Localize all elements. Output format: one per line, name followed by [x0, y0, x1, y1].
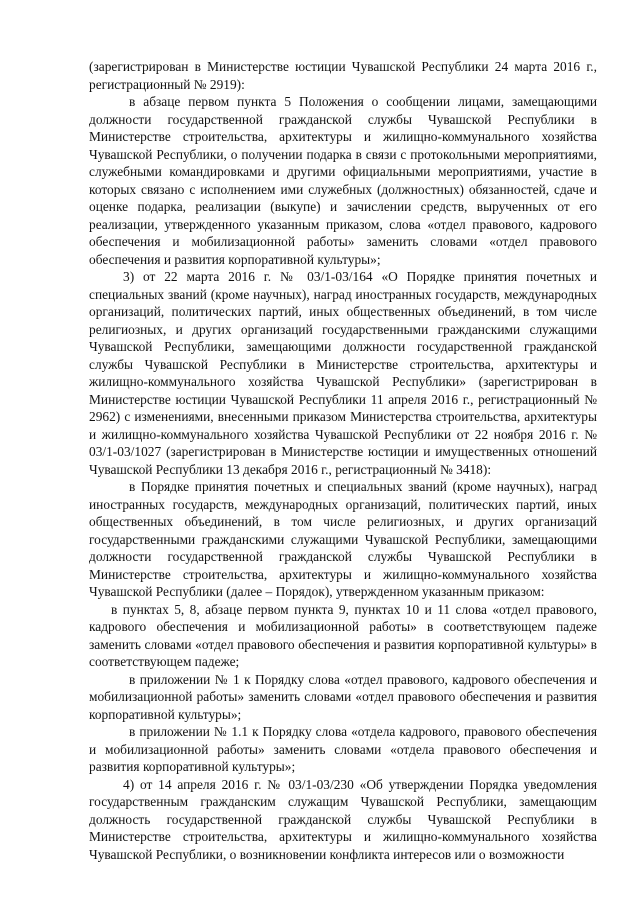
paragraph-item-4: 4) от 14 апреля 2016 г. № 03/1-03/230 «Об утверждении Порядка уведомления государственным гражданским служащим Чувашской Республики, замещающим должность государственной гражданской службы Чувашской Республики в Министерстве строительства, архитектуры и жилищно-коммунального хозяйства Чувашской Республики, о возникновении конфликта интересов или о возможности — [89, 776, 597, 862]
paragraph-appendix-1-1: в приложении № 1.1 к Порядку слова «отдела кадрового, правового обеспечения и мобилизационной работы» заменить словами «отдела правового обеспечения и развития корпоративной культуры»; — [89, 724, 597, 774]
document-page — [89, 58, 597, 863]
paragraph-appendix-1: в приложении № 1 к Порядку слова «отдел правового, кадрового обеспечения и мобилизационной работы» заменить словами «отдел правового обеспечения и развития корпоративной культуры»; — [89, 671, 597, 722]
paragraph-registration-note: (зарегистрирован в Министерстве юстиции Чувашской Республики 24 марта 2016 г., регистрационный № 2919): — [89, 59, 597, 92]
paragraph-points-amendment: в пунктах 5, 8, абзаце первом пункта 9, пунктах 10 и 11 слова «отдел правового, кадрового обеспечения и мобилизационной работы» в соответствующем падеже заменить словами «отдел правового обеспечения и развития корпоративной культуры» в соответствующем падеже; — [89, 601, 597, 669]
paragraph-gift-regulation: в абзаце первом пункта 5 Положения о сообщении лицами, замещающими должности государственной гражданской службы Чувашской Республики в Министерстве строительства, архитектуры и жилищно-коммунального хозяйства Чувашской Республики, о получении подарка в связи с протокольными мероприятиями, служебными командировками и другими официальными мероприятиями, участие в которых связано с исполнением ими служебных (должностных) обязанностей, сдаче и оценке подарка, реализации (выкупе) и зачислении средств, вырученных от его реализации, утвержденного указанным приказом, слова «отдел правового, кадрового обеспечения и мобилизационной работы» заменить словами «отдел правового обеспечения и развития корпоративной культуры»; — [89, 94, 597, 267]
paragraph-item-3: 3) от 22 марта 2016 г. № 03/1-03/164 «О Порядке принятия почетных и специальных званий (кроме научных), наград иностранных государств, международных организаций, политических партий, иных общественных объединений, в том числе религиозных, и других организаций государственными гражданскими служащими Чувашской Республики, замещающими должности государственной гражданской службы Чувашской Республики в Министерстве строительства, архитектуры и жилищно-коммунального хозяйства Чувашской Республики» (зарегистрирован в Министерстве юстиции Чувашской Республики 11 апреля 2016 г., регистрационный № 2962) с изменениями, внесенными приказом Министерства строительства, архитектуры и жилищно-коммунального хозяйства Чувашской Республики от 22 ноября 2016 г. № 03/1-03/1027 (зарегистрирован в Министерстве юстиции и имущественных отношений Чувашской Республики 13 декабря 2016 г., регистрационный № 3418): — [89, 269, 597, 477]
paragraph-procedure-awards: в Порядке принятия почетных и специальных званий (кроме научных), наград иностранных государств, международных организаций, политических партий, иных общественных объединений, в том числе религиозных, и других организаций государственными гражданскими служащими Чувашской Республики, замещающими должности государственной гражданской службы Чувашской Республики в Министерстве строительства, архитектуры и жилищно-коммунального хозяйства Чувашской Республики (далее – Порядок), утвержденном указанным приказом: — [89, 479, 597, 599]
